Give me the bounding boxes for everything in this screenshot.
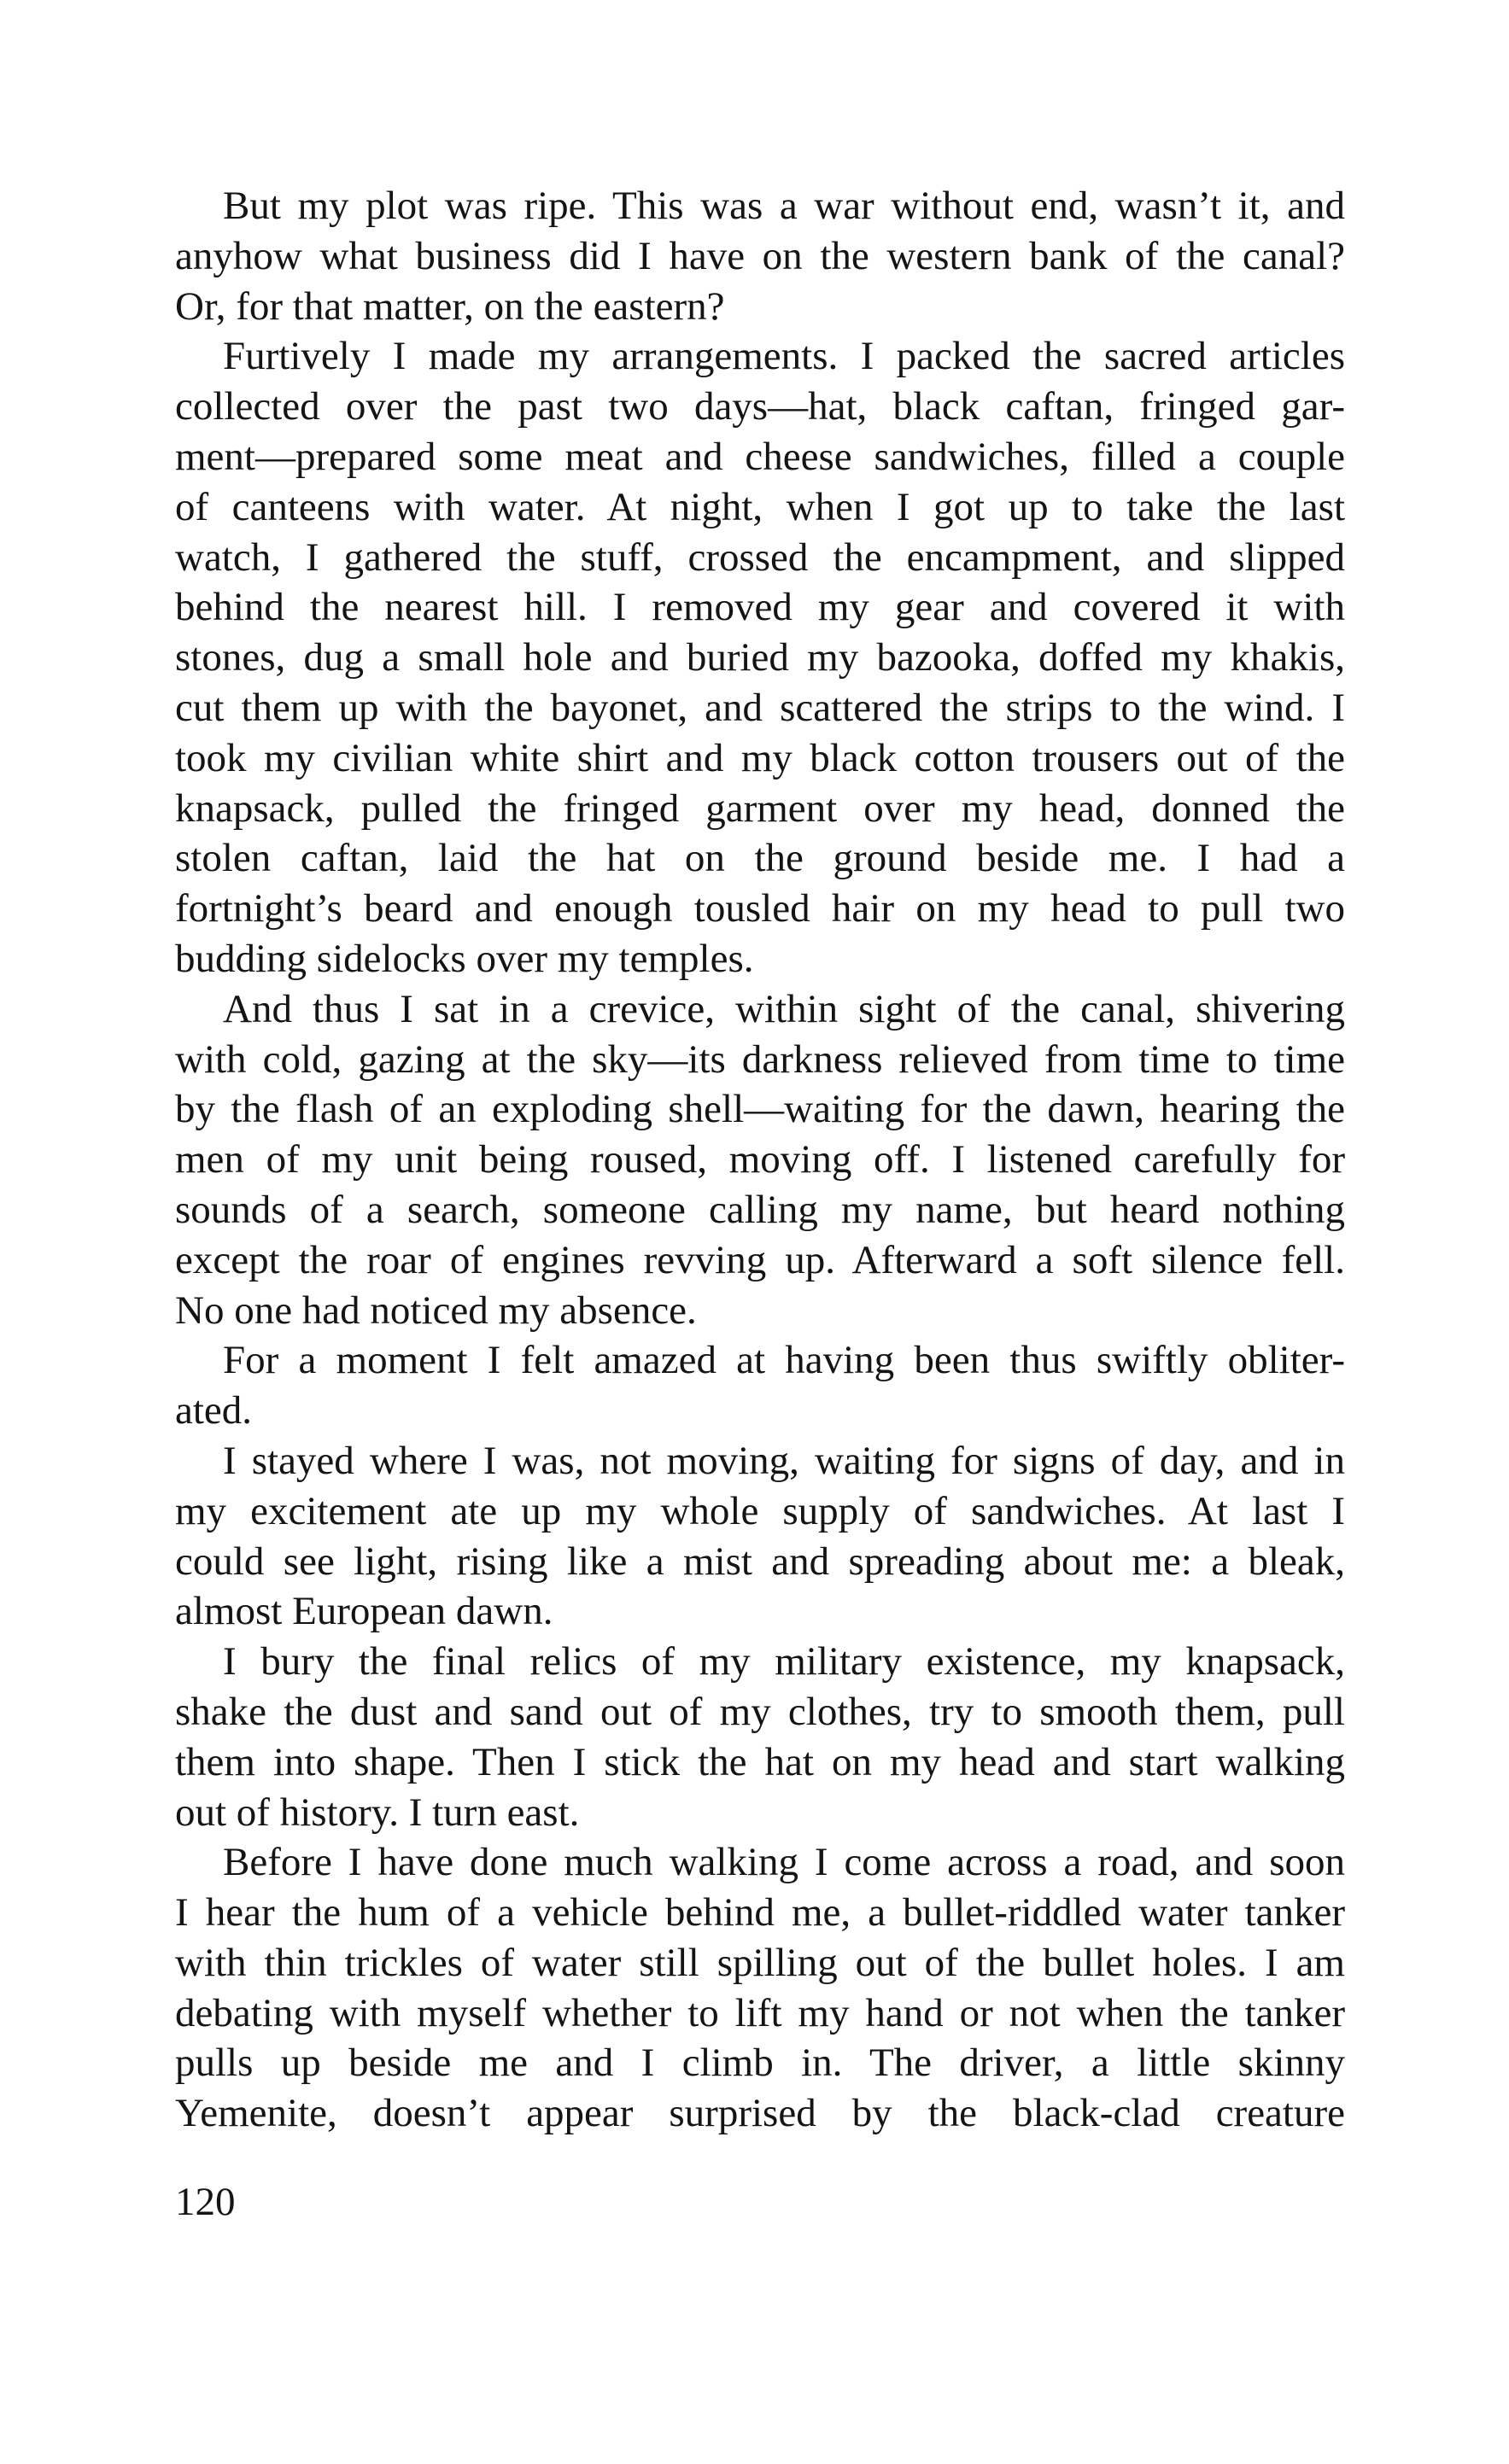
text-line: pulls up beside me and I climb in. The driver, a little skinny: [175, 2041, 1345, 2086]
text-line: took my civilian white shirt and my black cotton trousers out of the: [175, 735, 1345, 780]
text-line: watch, I gathered the stuff, crossed the encampment, and slipped: [175, 534, 1345, 580]
text-line: Furtively I made my arrangements. I packed the sacred articles: [223, 334, 1345, 379]
text-line: could see light, rising like a mist and spreading about me: a bleak,: [175, 1539, 1345, 1584]
text-line: No one had noticed my absence.: [175, 1287, 697, 1333]
text-line: knapsack, pulled the fringed garment over my head, donned the: [175, 785, 1345, 831]
body-text: [175, 181, 1345, 2139]
text-line: of canteens with water. At night, when I got up to take the last: [175, 484, 1345, 529]
text-line: fortnight’s beard and enough tousled hair on my head to pull two: [175, 886, 1345, 931]
text-line: except the roar of engines revving up. Afterward a soft silence fell.: [175, 1237, 1345, 1282]
page-number: 120: [175, 2180, 236, 2224]
text-line: them into shape. Then I stick the hat on my head and start walking: [175, 1739, 1345, 1784]
text-line: Before I have done much walking I come across a road, and soon: [223, 1840, 1345, 1885]
text-line: budding sidelocks over my temples.: [175, 936, 754, 981]
text-line: I stayed where I was, not moving, waiting for signs of day, and in: [223, 1438, 1345, 1483]
text-line: I hear the hum of a vehicle behind me, a bullet-riddled water tanker: [175, 1890, 1345, 1936]
text-line: my excitement ate up my whole supply of sandwiches. At last I: [175, 1488, 1345, 1533]
text-line: For a moment I felt amazed at having been thus swiftly obliter-: [223, 1338, 1345, 1383]
text-line: out of history. I turn east.: [175, 1790, 580, 1835]
text-line: Yemenite, doesn’t appear surprised by the black-clad creature: [175, 2091, 1345, 2136]
text-line: almost European dawn.: [175, 1589, 553, 1634]
text-line: anyhow what business did I have on the western bank of the canal?: [175, 233, 1345, 278]
text-line: sounds of a search, someone calling my name, but heard nothing: [175, 1187, 1345, 1232]
text-line: shake the dust and sand out of my clothes, try to smooth them, pull: [175, 1689, 1345, 1734]
text-line: by the flash of an exploding shell—waiting for the dawn, hearing the: [175, 1087, 1345, 1132]
text-line: with cold, gazing at the sky—its darkness relieved from time to time: [175, 1036, 1345, 1082]
text-line: And thus I sat in a crevice, within sight of the canal, shivering: [223, 986, 1345, 1031]
text-line: stones, dug a small hole and buried my bazooka, doffed my khakis,: [175, 635, 1345, 680]
text-line: with thin trickles of water still spilling out of the bullet holes. I am: [175, 1940, 1345, 1985]
text-line: men of my unit being roused, moving off. I listened carefully for: [175, 1137, 1345, 1182]
text-line: debating with myself whether to lift my hand or not when the tanker: [175, 1990, 1345, 2035]
text-line: cut them up with the bayonet, and scattered the strips to the wind. I: [175, 685, 1345, 730]
text-line: ment—prepared some meat and cheese sandwiches, filled a couple: [175, 434, 1345, 479]
text-line: But my plot was ripe. This was a war without end, wasn’t it, and: [223, 184, 1345, 228]
text-line: behind the nearest hill. I removed my gear and covered it with: [175, 585, 1345, 630]
text-line: collected over the past two days—hat, black caftan, fringed gar-: [175, 384, 1345, 429]
text-line: stolen caftan, laid the hat on the ground beside me. I had a: [175, 836, 1345, 881]
text-line: Or, for that matter, on the eastern?: [175, 283, 725, 329]
text-line: I bury the final relics of my military existence, my knapsack,: [223, 1639, 1345, 1685]
text-line: ated.: [175, 1388, 253, 1433]
